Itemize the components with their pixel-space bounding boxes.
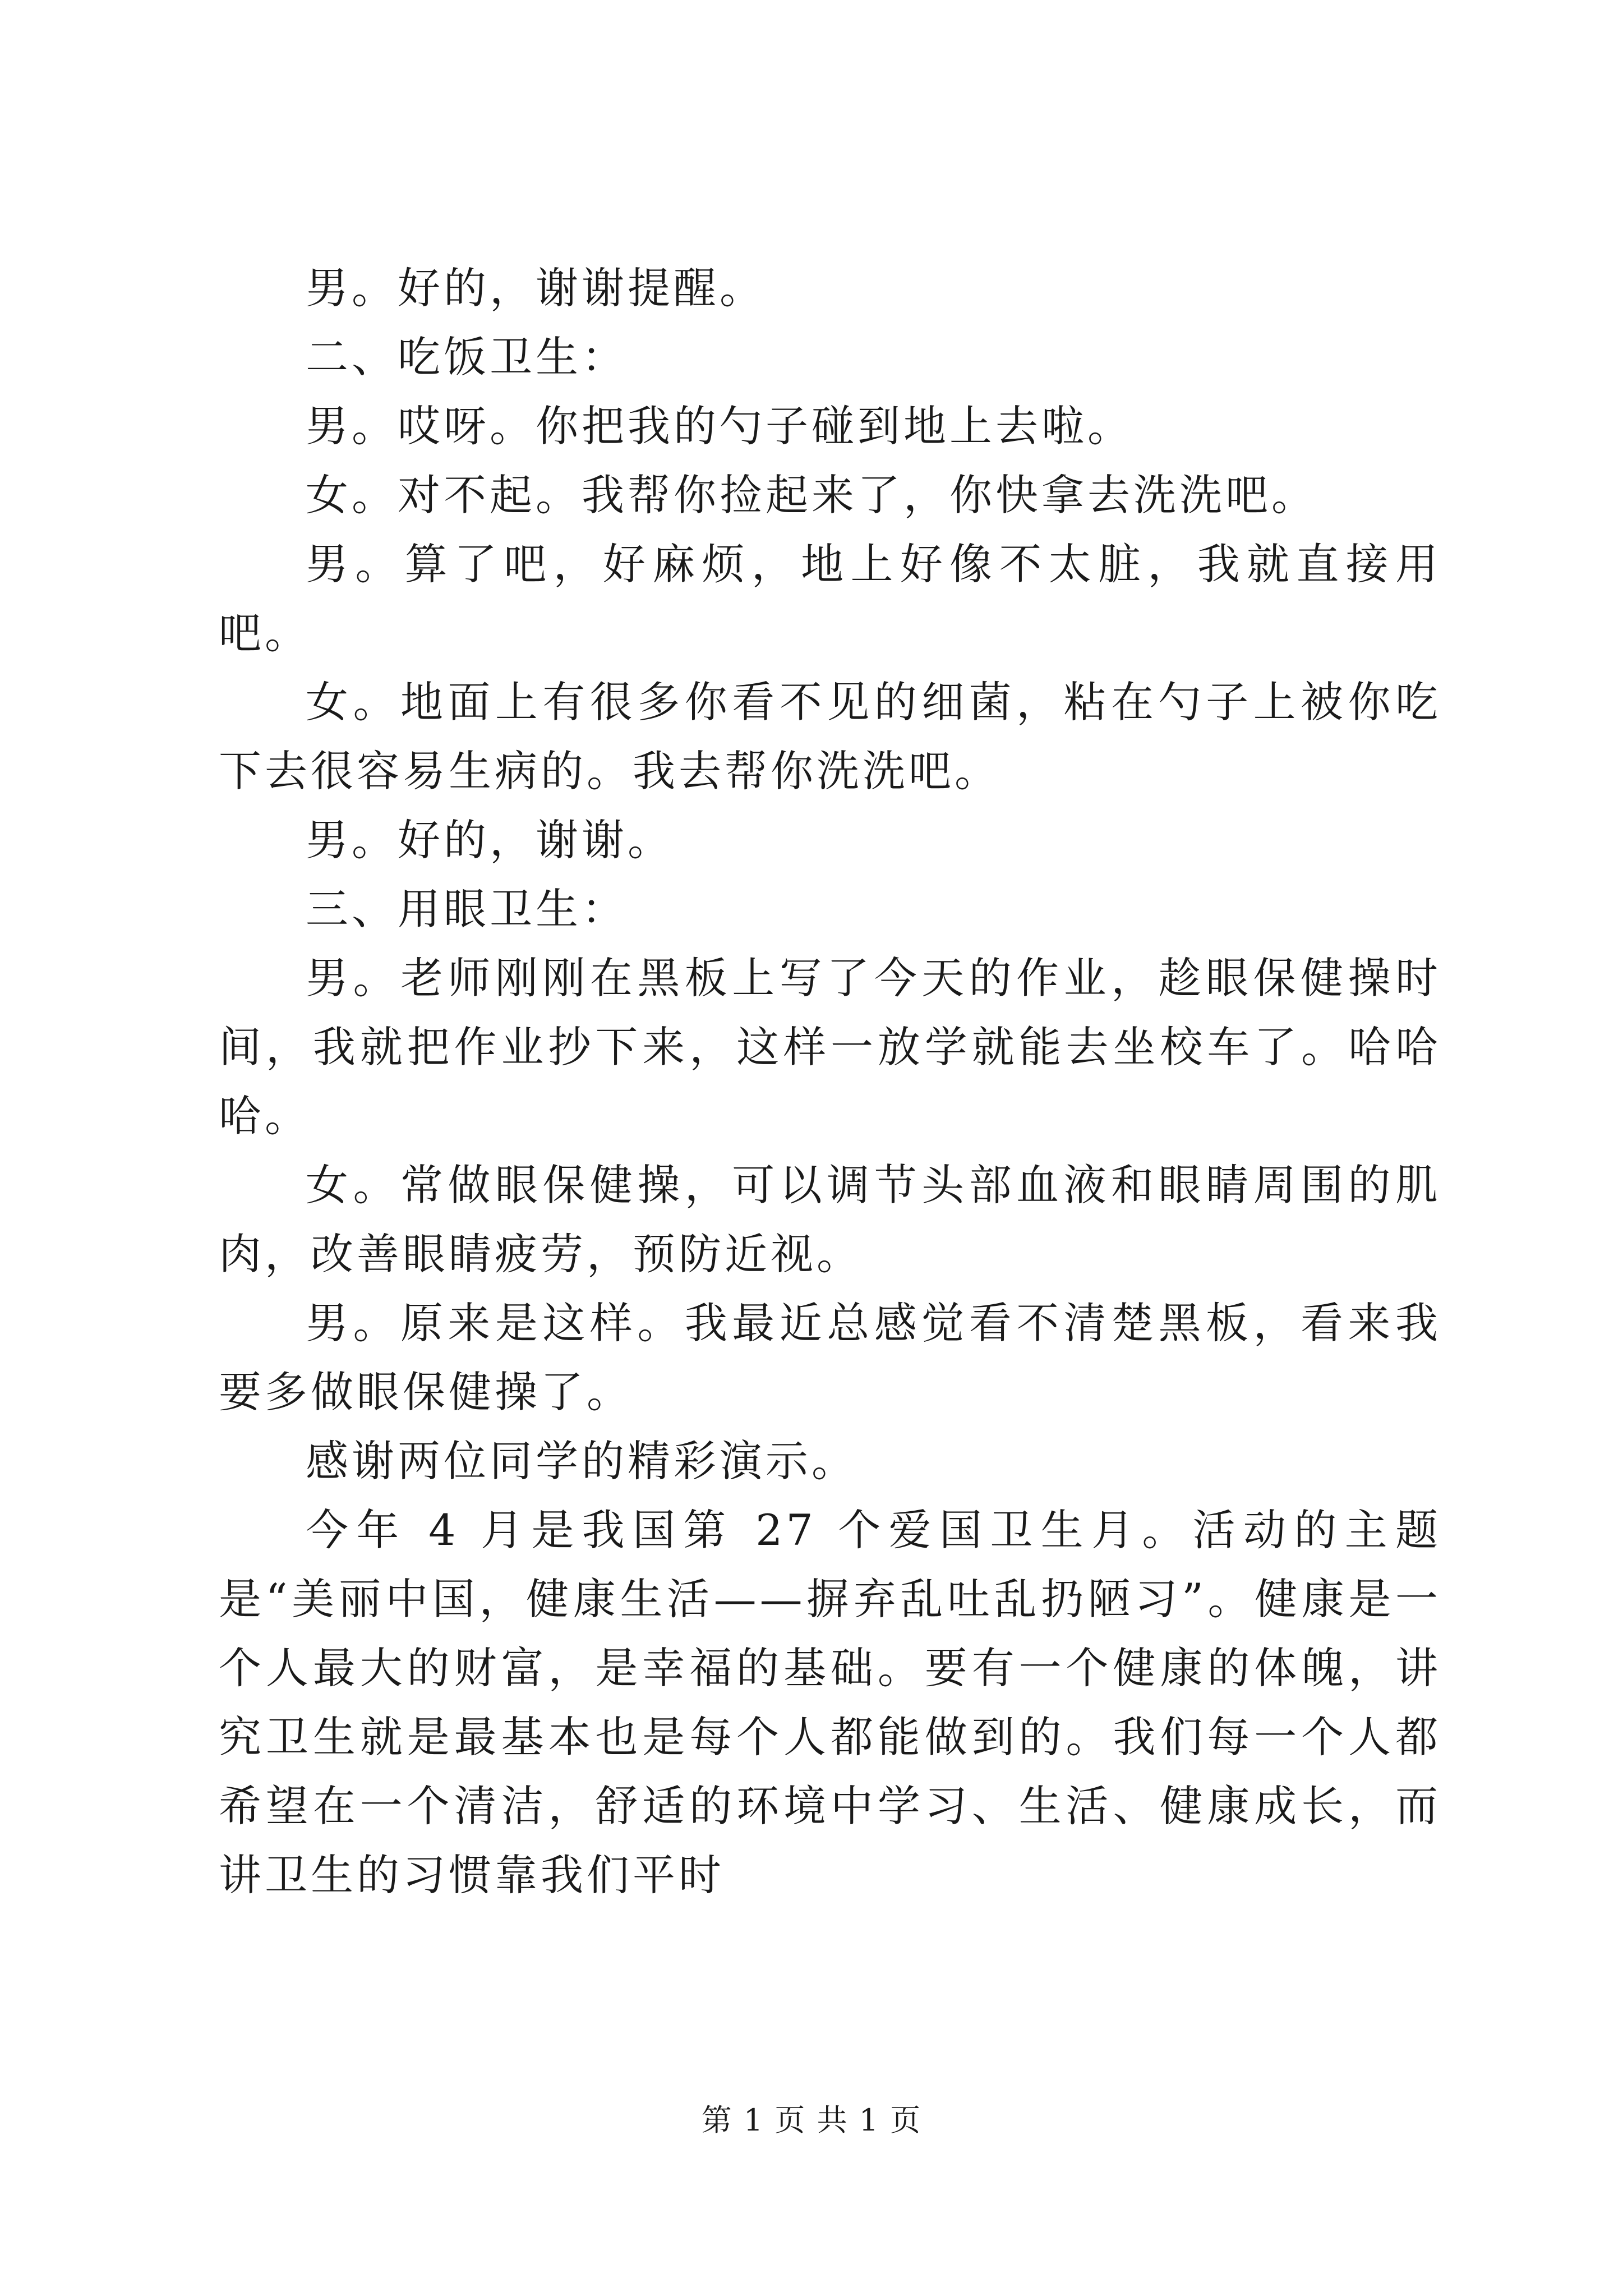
paragraph: 男。原来是这样。我最近总感觉看不清楚黑板，看来我要多做眼保健操了。	[219, 1298, 1441, 1417]
paragraph: 男。好的，谢谢。	[306, 815, 674, 865]
page-footer: 第 1 页 共 1 页	[701, 2102, 922, 2138]
paragraph: 女。对不起。我帮你捡起来了，你快拿去洗洗吧。	[306, 470, 1317, 520]
paragraph: 感谢两位同学的精彩演示。	[306, 1436, 857, 1486]
paragraph: 今年 4 月是我国第 27 个爱国卫生月。活动的主题是“美丽中国，健康生活——摒弃乱吐乱扔陋习”。健康是一个人最大的财富，是幸福的基础。要有一个健康的体魄，讲究卫生就是最基本也是每个人都能做到的。我们每一个人都希望在一个清洁，舒适的环境中学习、生活、健康成长，而讲卫生的习惯靠我们平时	[219, 1505, 1441, 1900]
paragraph: 女。常做眼保健操，可以调节头部血液和眼睛周围的肌肉，改善眼睛疲劳，预防近视。	[219, 1160, 1441, 1279]
paragraph: 女。地面上有很多你看不见的细菌，粘在勺子上被你吃下去很容易生病的。我去帮你洗洗吧。	[219, 677, 1441, 796]
paragraph: 男。好的，谢谢提醒。	[306, 263, 766, 313]
paragraph: 男。哎呀。你把我的勺子碰到地上去啦。	[306, 401, 1133, 451]
section-heading: 三、用眼卫生：	[306, 884, 628, 934]
document-body	[219, 254, 1441, 1910]
section-heading: 二、吃饭卫生：	[306, 332, 628, 382]
paragraph: 男。算了吧，好麻烦，地上好像不太脏，我就直接用吧。	[219, 539, 1441, 658]
paragraph: 男。老师刚刚在黑板上写了今天的作业，趁眼保健操时间，我就把作业抄下来，这样一放学就能去坐校车了。哈哈哈。	[219, 953, 1441, 1141]
